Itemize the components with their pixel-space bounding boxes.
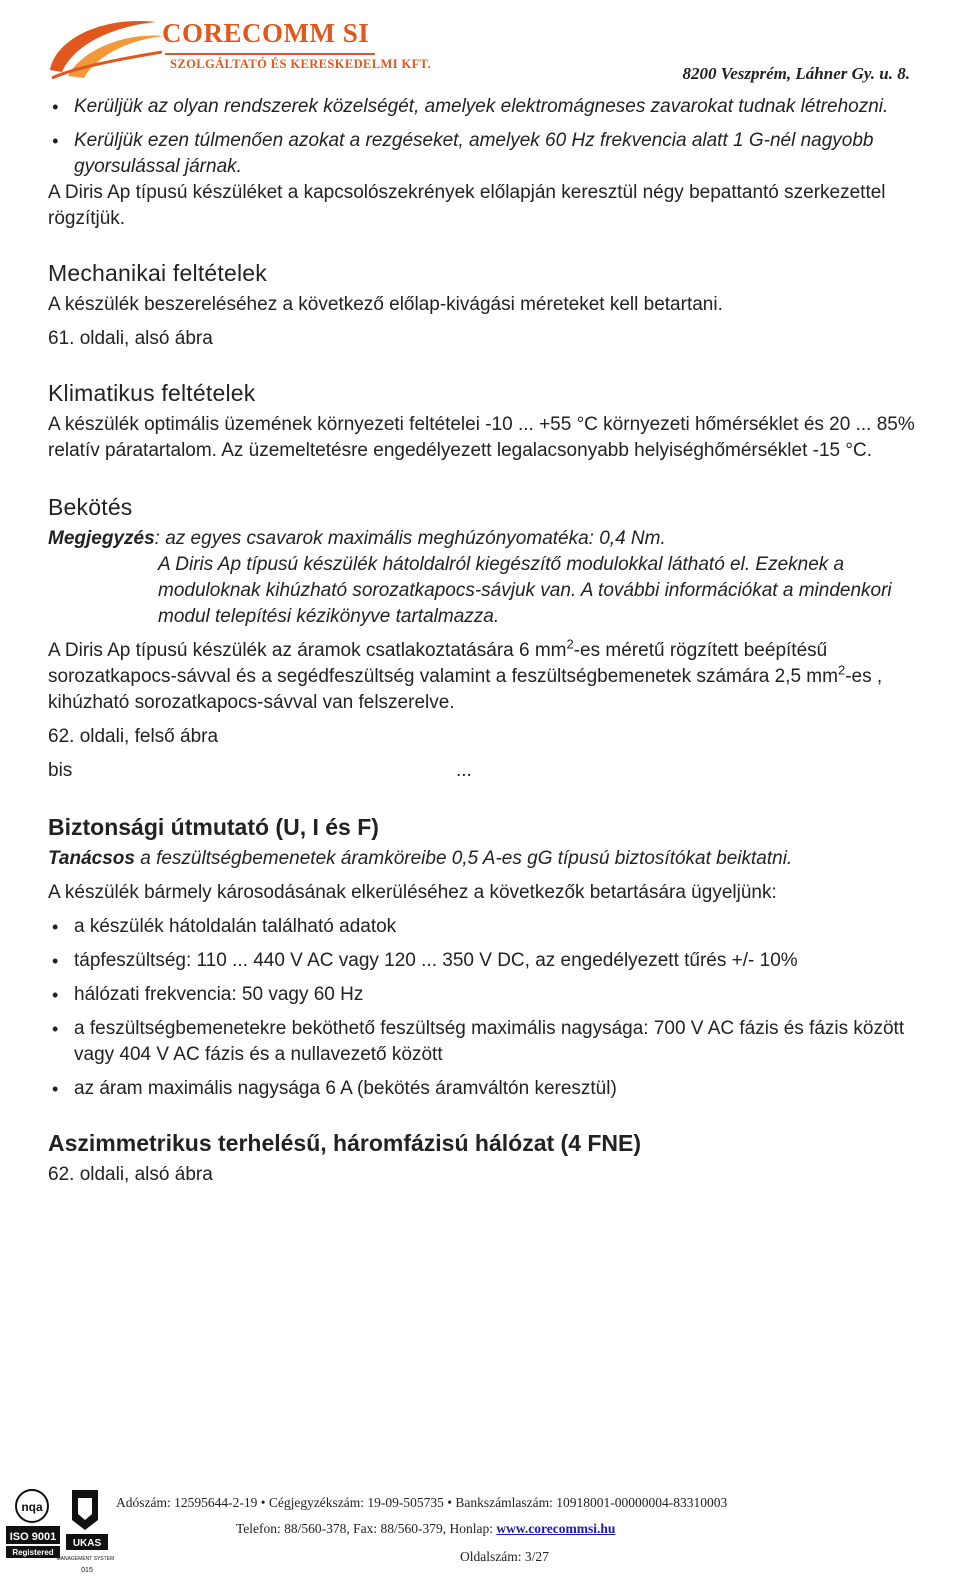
iso-ukas-badge-icon [2, 1480, 114, 1588]
iso-registered-label: Registered [12, 1548, 54, 1557]
bullet-item: • tápfeszültség: 110 ... 440 V AC vagy 120 ... 350 V DC, az engedélyezett tűrés +/- 10% [48, 948, 948, 974]
note-indented: A Diris Ap típusú készülék hátoldalról kiegészítő modulokkal látható el. Ezeknek a moduloknak kihúzható sorozatkapocs-sávjuk van. A további információkat a mindenkori modul telepítési kézikönyve tartalmazza. [158, 554, 892, 627]
heading-safety: Biztonsági útmutató (U, I és F) [48, 814, 379, 840]
advice-text: a feszültségbemenetek áramköreibe 0,5 A-es gG típusú biztosítókat beiktatni. [134, 848, 793, 869]
mounting-paragraph: A Diris Ap típusú készüléket a kapcsolószekrények előlapján keresztül négy bepattantó szerkezettel rögzítjük. [48, 182, 886, 229]
superscript: 2 [837, 662, 846, 678]
bullet-item: • az áram maximális nagysága 6 A (bekötés áramváltón keresztül) [48, 1076, 948, 1102]
advice-label: Tanácsos [48, 848, 135, 869]
wiring-text: A Diris Ap típusú készülék az áramok csatlakoztatására 6 mm [48, 640, 567, 661]
iso-label: ISO 9001 [9, 1531, 57, 1543]
bullet-item: • Kerüljük az olyan rendszerek közelségét, amelyek elektromágneses zavarokat tudnak létrehozni. [48, 94, 948, 120]
company-logo [44, 8, 174, 91]
logo-divider [165, 53, 375, 55]
company-address: 8200 Veszprém, Láhner Gy. u. 8. [682, 64, 910, 83]
bullet-item: • a készülék hátoldalán található adatok [48, 914, 948, 940]
bullet-item: • hálózati frekvencia: 50 vagy 60 Hz [48, 982, 948, 1008]
company-subtitle: SZOLGÁLTATÓ ÉS KERESKEDELMI KFT. [170, 57, 432, 71]
figure-reference: 62. oldali, felső ábra [48, 726, 219, 747]
document-body [48, 94, 948, 1188]
climatic-paragraph: A készülék optimális üzemének környezeti feltételei -10 ... +55 °C környezeti hőmérséklet és 20 ... 85% relatív páratartalom. Az üzemeltetésre engedélyezett legalacsonyabb helyiséghőmérséklet -15 °C. [48, 414, 915, 461]
certification-logos [2, 1480, 114, 1593]
advice-paragraph [48, 846, 948, 872]
ukas-sub-label: MANAGEMENT SYSTEMS [56, 1556, 114, 1562]
footer-company-ids: Adószám: 12595644-2-19 • Cégjegyzékszám: 19-09-505735 • Bankszámlaszám: 10918001-00000004-83310003 [116, 1495, 728, 1510]
superscript: 2 [566, 636, 574, 652]
footer-contact [236, 1521, 615, 1537]
mechanical-paragraph: A készülék beszereléséhez a következő előlap-kivágási méreteket kell betartani. [48, 294, 723, 315]
ukas-number: 015 [81, 1567, 93, 1574]
wiring-text: -es , kihúzható sorozatkapocs-sávval van felszerelve. [48, 666, 883, 713]
note-paragraph [48, 526, 948, 552]
figure-reference: 61. oldali, alsó ábra [48, 328, 213, 349]
bullet-item: • a feszültségbemenetekre beköthető feszültség maximális nagysága: 700 V AC fázis és fázis között vagy 404 V AC fázis és a nullavezető között [48, 1016, 948, 1068]
website-link[interactable]: www.corecommsi.hu [496, 1521, 616, 1536]
bis-label: bis [48, 760, 73, 781]
note-label: Megjegyzés [48, 528, 155, 549]
logo-swoosh-icon [44, 8, 174, 86]
ukas-label: UKAS [72, 1538, 102, 1549]
company-name: CORECOMM SI [162, 18, 370, 48]
heading-climatic: Klimatikus feltételek [48, 380, 256, 406]
page-number: Oldalszám: 3/27 [460, 1549, 549, 1564]
bis-line [48, 758, 948, 784]
footer-contact-text: Telefon: 88/560-378, Fax: 88/560-379, Honlap: [236, 1521, 497, 1536]
heading-wiring: Bekötés [48, 494, 133, 520]
wiring-text: -es méretű rögzített beépítésű sorozatkapocs-sávval és a segédfeszültség valamint a feszültségbemenetek számára 2,5 mm [48, 640, 838, 687]
heading-mechanical: Mechanikai feltételek [48, 260, 267, 286]
wiring-paragraph [48, 638, 948, 716]
bis-dots: ... [456, 760, 472, 781]
bullet-item: • Kerüljük ezen túlmenően azokat a rezgéseket, amelyek 60 Hz frekvencia alatt 1 G-nél nagyobb gyorsulással járnak. [48, 128, 948, 180]
iso-top-label: nqa [21, 1500, 43, 1514]
note-text: : az egyes csavarok maximális meghúzónyomatéka: 0,4 Nm. [154, 528, 666, 549]
damage-paragraph: A készülék bármely károsodásának elkerüléséhez a következők betartására ügyeljünk: [48, 882, 777, 903]
figure-reference: 62. oldali, alsó ábra [48, 1164, 213, 1185]
heading-asymmetric: Aszimmetrikus terhelésű, háromfázisú hálózat (4 FNE) [48, 1130, 642, 1156]
